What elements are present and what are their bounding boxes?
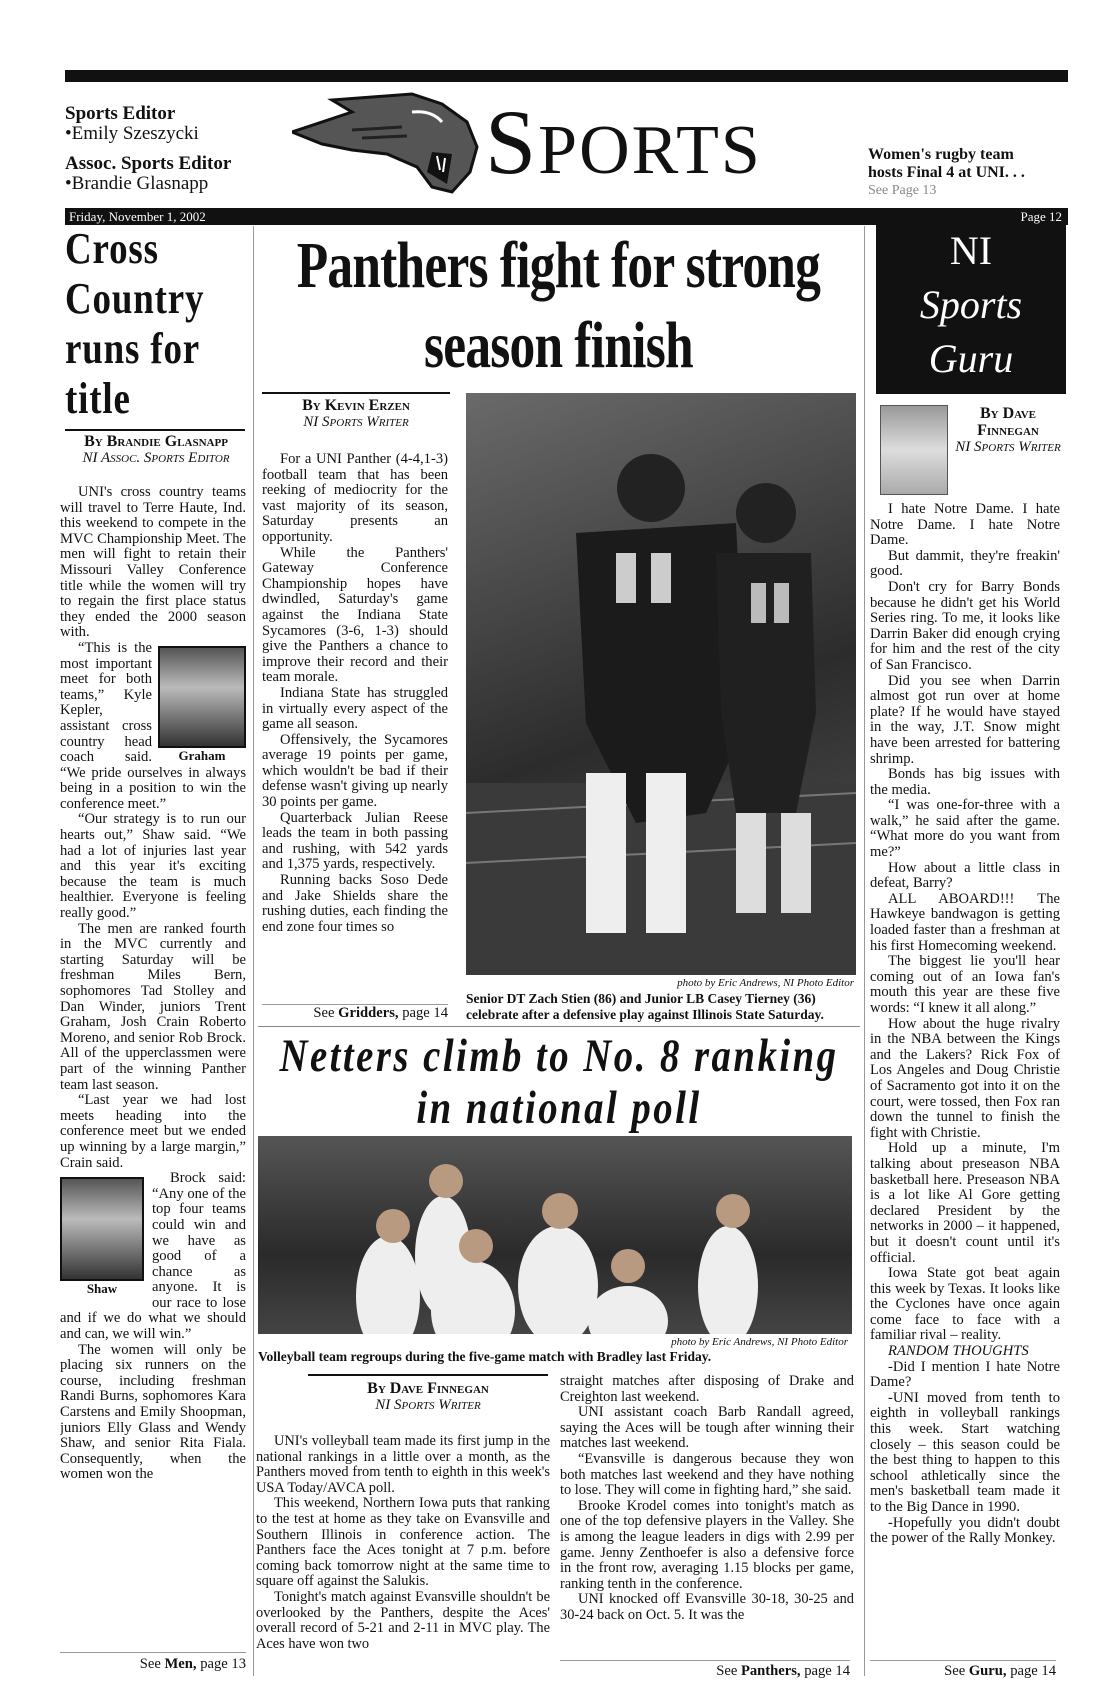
byline-role: NI Assoc. Sports Editor <box>82 450 230 466</box>
volleyball-photo-caption: Volleyball team regroups during the five-game match with Bradley last Friday. <box>258 1349 712 1364</box>
paragraph: While the Panthers' Gateway Conference Championship hopes have dwindled, Saturday's game against the Indiana State Sycamores (3-6, 1-3) should give the Panthers a chance to improve their record and their team morale. <box>262 544 448 686</box>
byline-name: By Kevin Erzen <box>302 397 410 414</box>
jump-page: page 13 <box>200 1656 246 1672</box>
panther-logo-icon <box>292 92 482 197</box>
paragraph: -UNI moved from tenth to eighth in volleyball rankings this week. Start watching closely – this season could be the best thing to happen to this school athletically since the men's basketball team made it to the Big Dance in 1990. <box>870 1389 1060 1515</box>
byline-name: By Dave Finnegan <box>977 405 1039 439</box>
guru-box-line: Sports <box>919 282 1023 327</box>
sports-editor-name: •Emily Szeszycki <box>65 123 199 144</box>
paragraph: -Hopefully you didn't doubt the power of the Rally Monkey. <box>870 1514 1060 1547</box>
paragraph: The biggest lie you'll hear coming out of an Iowa fan's mouth this year are these five words: “I knew it all along.” <box>870 953 1060 1016</box>
jump-page: page 14 <box>804 1663 850 1679</box>
paragraph: Tonight's match against Evansville shouldn't be overlooked by the Panthers, despite the Aces' overall record of 5-21 and 2-11 in MVC play. The Aces have won two <box>256 1588 550 1652</box>
paragraph: How about a little class in defeat, Barry? <box>870 859 1060 892</box>
paragraph: Indiana State has struggled in virtually every aspect of the game all season. <box>262 684 448 733</box>
football-photo-caption: Senior DT Zach Stien (86) and Junior LB Casey Tierney (36) celebrate after a defensive play against Illinois State Saturday. <box>466 991 824 1022</box>
paragraph: UNI's cross country teams will travel to Terre Haute, Ind. this weekend to compete in the MVC Championship Meet. The men will fight to retain their Missouri Valley Conference title while the women will try to regain the first place status they ended the 2000 season with. <box>60 485 246 641</box>
editors-box <box>65 104 231 204</box>
top-rule <box>65 70 1068 82</box>
paragraph: Did you see when Darrin almost got run over at home plate? If he would have stayed in the way, J.T. Snow might have been arrested for battering shrimp. <box>870 672 1060 767</box>
volleyball-byline <box>300 1380 556 1414</box>
guru-box-line: Guru <box>928 336 1014 381</box>
football-headline: Panthers fight for strong season finish <box>296 229 821 382</box>
finnegan-photo <box>880 405 948 495</box>
volleyball-photo-credit: photo by Eric Andrews, NI Photo Editor <box>671 1336 848 1348</box>
cross-country-headline: Cross Country runs for title <box>65 224 205 423</box>
jump-guru[interactable] <box>870 1660 1056 1680</box>
paragraph: UNI assistant coach Barb Randall agreed, saying the Aces will be tough after winning their matches last weekend. <box>560 1404 854 1452</box>
sports-editor-label: Sports Editor <box>65 103 176 124</box>
paragraph: Offensively, the Sycamores average 19 points per game, which wouldn't be bad if their defense wasn't giving up nearly 30 points per game. <box>262 731 448 811</box>
paragraph: “I was one-for-three with a walk,” he said after the game. “What more do you want from me?” <box>870 797 1060 861</box>
paragraph: Running backs Soso Dede and Jake Shields share the rushing duties, each finding the end zone four times so <box>262 872 448 935</box>
cross-country-body <box>60 485 246 1645</box>
paragraph: -Did I mention I hate Notre Dame? <box>870 1358 1060 1391</box>
football-photo <box>466 393 856 975</box>
byline-role: NI Sports Writer <box>303 414 409 430</box>
byline-name: By Dave Finnegan <box>367 1380 489 1397</box>
section-title-rest: PORTS <box>538 112 762 189</box>
paragraph: For a UNI Panther (4-4,1-3) football team that has been reeking of mediocrity for the vast majority of its season, Saturday presents an opportunity. <box>262 452 448 545</box>
column-rule <box>864 226 865 1676</box>
jump-see: See <box>944 1663 966 1679</box>
jump-word: Men, <box>164 1656 197 1672</box>
volleyball-body-col2 <box>560 1374 854 1654</box>
football-body <box>262 452 448 998</box>
jump-word: Guru, <box>968 1663 1007 1679</box>
date-bar <box>65 208 1068 225</box>
byline-role: NI Sports Writer <box>955 439 1061 455</box>
shaw-photo <box>60 1177 144 1281</box>
teaser-see-page[interactable]: See Page 13 <box>868 183 937 198</box>
paragraph: But dammit, they're freakin' good. <box>870 547 1060 580</box>
graham-photo <box>158 646 246 748</box>
byline-name: By Brandie Glasnapp <box>84 433 228 450</box>
headline-rule <box>308 1374 548 1376</box>
headline-rule <box>65 429 245 431</box>
volleyball-headline: Netters climb to No. 8 ranking in national poll <box>279 1030 839 1134</box>
paragraph: UNI knocked off Evansville 30-18, 30-25 and 30-24 back on Oct. 5. It was the <box>560 1591 854 1623</box>
jump-rule <box>60 1652 246 1653</box>
jump-see: See <box>139 1656 161 1672</box>
random-thoughts-heading: RANDOM THOUGHTS <box>888 1343 1029 1360</box>
assoc-editor-name: •Brandie Glasnapp <box>65 173 209 194</box>
page-number: Page 12 <box>1020 209 1062 224</box>
football-byline <box>262 397 450 431</box>
football-players-image <box>466 393 856 975</box>
volleyball-body-col1 <box>256 1434 550 1674</box>
rugby-teaser[interactable] <box>868 146 1068 200</box>
paragraph: Quarterback Julian Reese leads the team in both passing and rushing, with 542 yards and 1,375 yards, respectively. <box>262 809 448 873</box>
football-photo-credit: photo by Eric Andrews, NI Photo Editor <box>677 977 854 989</box>
jump-men[interactable] <box>60 1656 246 1673</box>
section-rule <box>258 1026 860 1027</box>
cross-country-byline <box>63 433 249 467</box>
jump-see: See <box>716 1663 738 1679</box>
byline-role: NI Sports Writer <box>375 1397 481 1413</box>
paragraph: Don't cry for Barry Bonds because he didn't get his World Series ring. To me, it looks like Darrin Baker did enough crying for him and the rest of the city of San Francisco. <box>870 578 1060 673</box>
section-title-initial: S <box>485 91 539 193</box>
paragraph: I hate Notre Dame. I hate Notre Dame. I hate Notre Dame. <box>870 502 1060 549</box>
guru-byline <box>950 405 1066 456</box>
paragraph: Iowa State got beat again this week by Texas. It looks like the Cyclones have once again come face to face with a familiar rival – reality. <box>870 1265 1060 1344</box>
paragraph: How about the huge rivalry in the NBA between the Kings and the Lakers? Rick Fox of Los Angeles and Doug Christie of Sacramento got into it on the court, were tossed, then Fox ran down the tunnel to finish the fight with Christie. <box>870 1015 1060 1141</box>
section-title <box>485 92 762 201</box>
teaser-line: Women's rugby team <box>868 146 1014 163</box>
paragraph: “This is the most important meet for both teams,” Kyle Kepler, assistant cross country head coach said. “We pride ourselves in always being in a position to win the conference meet.” <box>60 639 246 812</box>
paragraph: UNI's volleyball team made its first jump in the national rankings in a little over a month, as the Panthers moved from tenth to eighth in this week's USA Today/AVCA poll. <box>256 1434 550 1496</box>
guru-box-line: NI <box>949 228 993 273</box>
jump-page: page 14 <box>1010 1663 1056 1679</box>
jump-panthers[interactable] <box>560 1660 850 1680</box>
jump-word: Panthers, <box>740 1663 801 1679</box>
teaser-line: hosts Final 4 at UNI. . . <box>868 164 1025 181</box>
paragraph: The men are ranked fourth in the MVC currently and starting Saturday will be freshman Miles Bern, sophomores Tad Stolley and Dan Winder, juniors Trent Graham, Josh Crain Roberto Moreno, and senior Rob Brock. All of the upperclassmen were part of the winning Panther team last season. <box>60 920 246 1093</box>
volleyball-team-image <box>258 1136 852 1334</box>
paragraph: Bonds has big issues with the media. <box>870 766 1060 798</box>
paragraph: “Evansville is dangerous because they won both matches last weekend and they have nothing to lose. They will come in fighting hard,” she said. <box>560 1450 854 1499</box>
jump-page: page 14 <box>402 1005 448 1021</box>
shaw-photo-box <box>60 1177 144 1297</box>
graham-photo-box <box>158 646 246 764</box>
column-rule <box>253 226 254 1676</box>
paragraph: ALL ABOARD!!! The Hawkeye bandwagon is getting loaded faster than a freshman at his first Homecoming weekend. <box>870 890 1060 954</box>
paragraph: “Last year we had lost meets heading into the conference meet but we ended up winning by a large margin,” Crain said. <box>60 1092 246 1171</box>
paragraph: Brock said: “Any one of the top four teams could win and we have as good of a chance as anyone. It is our race to lose and if we do what we should and can, we will win.” <box>60 1170 246 1343</box>
paragraph: Brooke Krodel comes into tonight's match as one of the top defensive players in the Valley. She is among the league leaders in digs with 2.99 per game. Jenny Zenthoefer is also a defensive force in the front row, averaging 1.15 blocks per game, ranking tenth in the conference. <box>560 1497 854 1592</box>
jump-see: See <box>313 1005 335 1021</box>
assoc-editor-label: Assoc. Sports Editor <box>65 153 232 174</box>
headline-rule <box>262 392 450 394</box>
photo-caption: Shaw <box>86 1281 118 1297</box>
jump-gridders[interactable] <box>262 1004 448 1022</box>
jump-word: Gridders, <box>338 1005 399 1021</box>
paragraph: The women will only be placing six runners on the course, including freshman Randi Burns, sophomores Kara Carstens and Emily Shoopman, juniors Elly Glass and Wendy Shaw, and senior Rita Fiala. Consequently, when the women won the <box>60 1341 246 1483</box>
paragraph: straight matches after disposing of Drake and Creighton last weekend. <box>560 1374 854 1405</box>
paragraph: “Our strategy is to run our hearts out,” Shaw said. “We had a lot of injuries last year and this year it's exciting because the team is much healthier. Everyone is feeling really good.” <box>60 811 246 922</box>
issue-date: Friday, November 1, 2002 <box>69 209 206 224</box>
paragraph: This weekend, Northern Iowa puts that ranking to the test at home as they take on Evansville and Southern Illinois in conference action. The Panthers face the Aces tonight at 7 p.m. before coming back tomorrow night at the same time to square off against the Salukis. <box>256 1495 550 1590</box>
photo-caption: Graham <box>178 747 226 763</box>
sports-guru-box <box>876 224 1066 394</box>
volleyball-photo <box>258 1136 852 1334</box>
guru-body <box>870 502 1060 1652</box>
paragraph: Hold up a minute, I'm talking about preseason NBA basketball here. Preseason NBA is a lot like Al Gore getting declared President by the networks in 2000 – it happened, but it doesn't count until it's official. <box>870 1140 1060 1266</box>
